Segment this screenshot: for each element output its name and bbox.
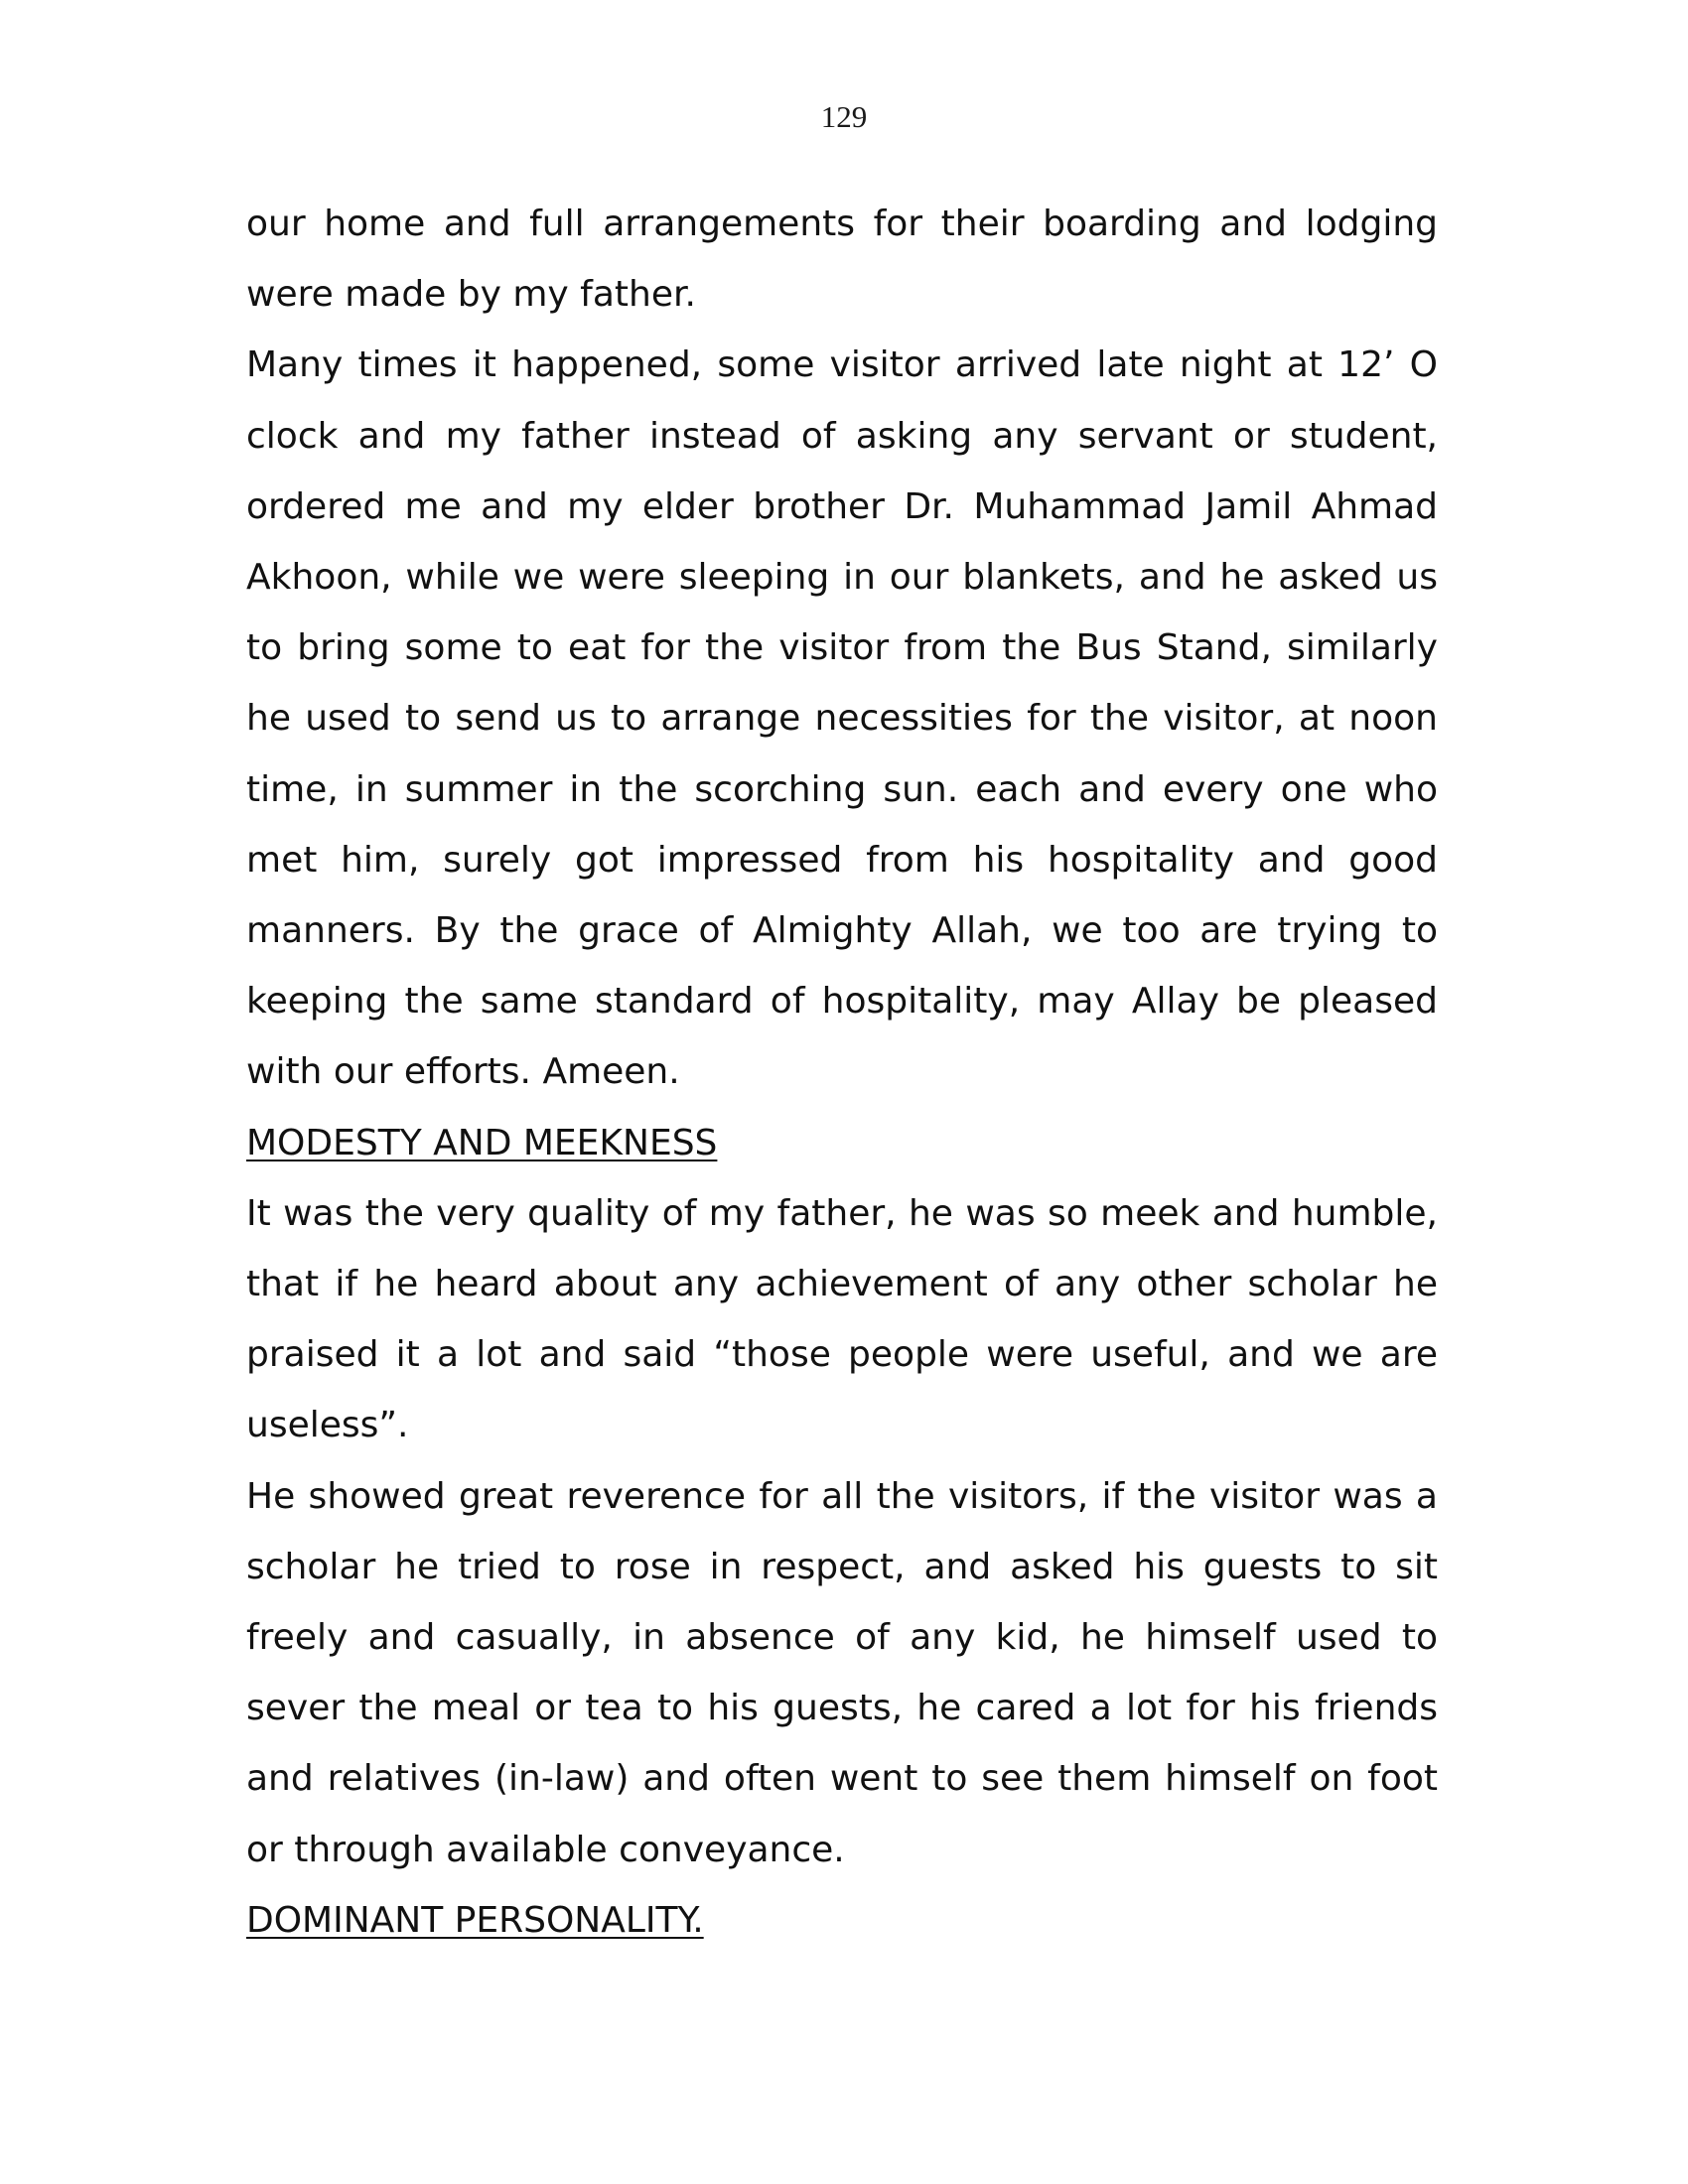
paragraph-reverence-visitors: He showed great reverence for all the visitors, if the visitor was a scholar he tried to rose in respect, and asked his guests to sit freely and casually, in absence of any kid, he himself used to sever the meal or tea to his guests, he cared a lot for his friends and relatives (in-law) and often went to see them himself on foot or through available conveyance. <box>246 1475 1438 1870</box>
section-heading-dominant-personality: DOMINANT PERSONALITY. <box>246 1899 704 1941</box>
paragraph-meek-humble: It was the very quality of my father, he was so meek and humble, that if he heard about any achievement of any other scholar he praised it a lot and said “those people were useful, and we are useless”. <box>246 1192 1438 1446</box>
paragraph-late-night-visitor: Many times it happened, some visitor arrived late night at 12’ O clock and my father instead of asking any servant or student, ordered me and my elder brother Dr. Muhammad Jamil Ahmad Akhoon, while we were sleeping in our blankets, and he asked us to bring some to eat for the visitor from the Bus Stand, similarly he used to send us to arrange necessities for the visitor, at noon time, in summer in the scorching sun. each and every one who met him, surely got impressed from his hospitality and good manners. By the grace of Almighty Allah, we too are trying to keeping the same standard of hospitality, may Allay be pleased with our efforts. Ameen. <box>246 344 1438 1093</box>
page-body <box>246 189 1438 1956</box>
paragraph-arrangements: our home and full arrangements for their boarding and lodging were made by my father. <box>246 204 1438 316</box>
section-heading-modesty: MODESTY AND MEEKNESS <box>246 1122 718 1163</box>
page-number: 129 <box>820 99 868 134</box>
